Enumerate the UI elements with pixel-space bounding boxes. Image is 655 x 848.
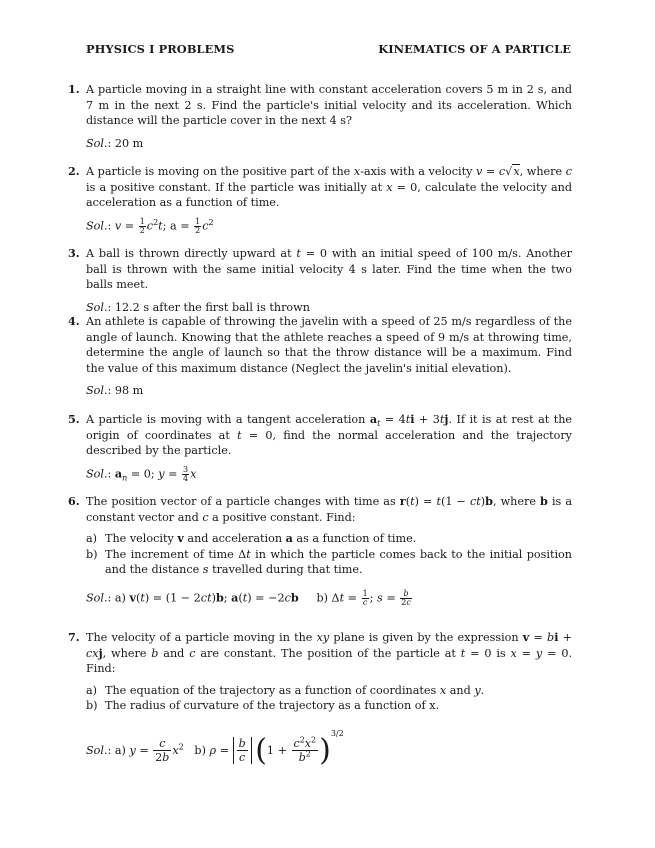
header-topic-title: KINEMATICS OF A PARTICLE — [378, 42, 571, 56]
problem-number: 3. — [68, 246, 80, 260]
solution: Sol.: v = $\frac{1}{2}$ $c^2t$; a = $\frac{1}{2}$ $c^2$ — [86, 216, 214, 235]
problem-2 — [68, 164, 572, 235]
solution: Sol.: a) y = $\frac{c}{2b}$ $x^2$ b) ρ = $\frac{b}{c}$ (1 + $\frac{c^2x^2}{b^2}$ )$^{3/2}$ — [86, 728, 344, 768]
solution: Sol.: a) v(t) = (1 − 2ct)b; a(t) = −2cb b) Δt = $\frac{1}{c}$ ; s = $\frac{b}{2c}$ — [86, 588, 411, 607]
solution: Sol.: 12.2 s after the first ball is thrown — [86, 300, 310, 314]
problem-number: 5. — [68, 412, 80, 426]
subitem-list — [86, 683, 572, 714]
problem-text: A particle moving in a straight line with constant acceleration covers 5 m in 2 s, and 7 m in the next 2 s. Find the particle's initial velocity and its acceleration. Which distance will the particle cover in the next 4 s? — [86, 83, 572, 128]
problem-7 — [68, 630, 572, 766]
problem-text: A ball is thrown directly upward at t = 0 with an initial speed of 100 m/s. Another ball is thrown with the same initial velocity 4 s later. Find the time when the two balls meet. — [86, 247, 572, 292]
problem-number: 1. — [68, 82, 80, 96]
solution-value: 20 m — [114, 136, 144, 150]
solution-value: 12.2 s after the first ball is thrown — [114, 300, 310, 314]
subitem-b: b) The radius of curvature of the trajectory as a function of x. — [86, 699, 440, 713]
problem-text: The position vector of a particle changes with time as r(t) = t(1 − ct)b, where b is a constant vector and c a positive constant. Find: — [86, 494, 573, 524]
problem-3 — [68, 246, 572, 315]
problem-text: A particle is moving with a tangent acceleration $a_t = 4ti + 3tj$. If it is at rest at the origin of coordinates at t = 0, find the normal acceleration and the trajectory described by the particle. — [86, 412, 573, 458]
problem-1 — [68, 82, 572, 151]
solution-value: 98 m — [114, 384, 144, 398]
subitem-a: a) The velocity v and acceleration a as a function of time. — [86, 531, 417, 546]
header-course-title: PHYSICS I PROBLEMS — [86, 42, 235, 56]
solution: Sol.: 98 m — [86, 384, 144, 398]
solution: Sol.: 20 m — [86, 136, 144, 150]
problem-text: The velocity of a particle moving in the xy plane is given by the expression v = bi + cxj, where b and c are constant. The position of the particle at t = 0 is x = y = 0. Find: — [86, 630, 572, 676]
problem-text: An athlete is capable of throwing the javelin with a speed of 25 m/s regardless of the angle of launch. Knowing that the athlete reaches a speed of 9 m/s at throwing time, determine the angle of launch so that the throw distance will be a maximum. Find the value of this maximum distance (Neglect the javelin's initial elevation). — [86, 315, 572, 375]
subitem-b: b) The increment of time Δt in which the particle comes back to the initial position and the distance s travelled during that time. — [86, 547, 573, 577]
problem-number: 2. — [68, 164, 80, 178]
problem-text: A particle is moving on the positive part of the x-axis with a velocity v = c√x, where c is a positive constant. If the particle was initially at x = 0, calculate the velocity and acceleration as a function of time. — [86, 165, 572, 210]
subitem-a: a) The equation of the trajectory as a function of coordinates x and y. — [86, 683, 485, 697]
problem-4 — [68, 314, 572, 399]
problem-number: 6. — [68, 494, 80, 508]
problem-5 — [68, 412, 572, 483]
problem-number: 7. — [68, 630, 80, 644]
solution: Sol.: $a_n = 0$; y = $\frac{3}{4}$ x — [86, 464, 197, 483]
subitem-list — [86, 531, 572, 578]
problem-number: 4. — [68, 314, 80, 328]
problem-6 — [68, 494, 572, 607]
